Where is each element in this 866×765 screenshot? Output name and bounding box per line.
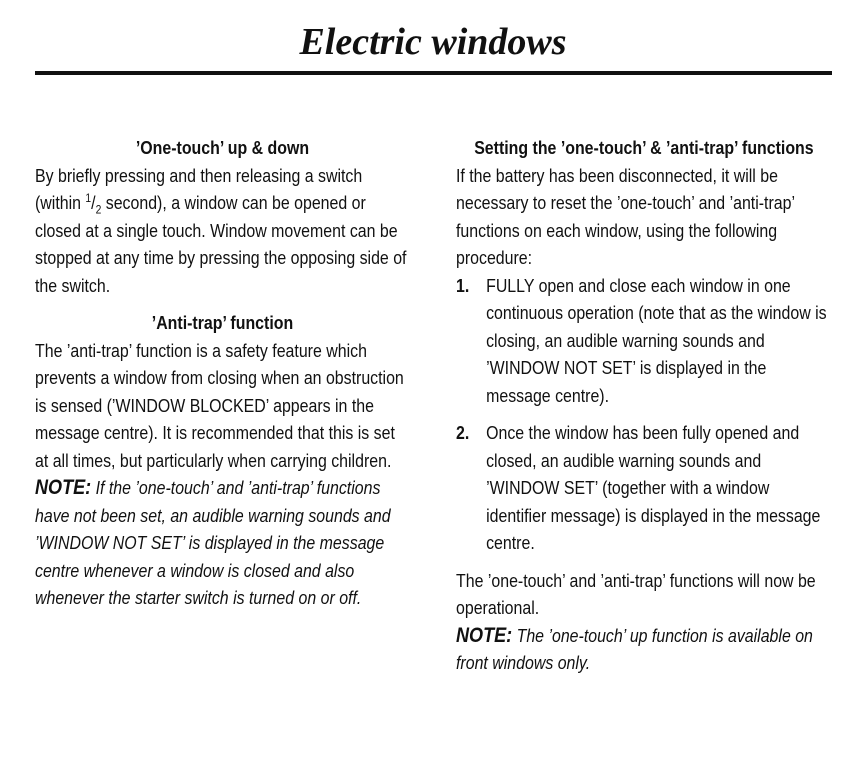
fraction-numerator: 1 <box>85 190 92 205</box>
setting-intro: If the battery has been disconnected, it will be necessary to reset the ’one-touch’ and ’anti-trap’ functions on each window, using the following procedure: <box>456 164 795 268</box>
right-column <box>456 134 832 677</box>
right-note <box>456 622 832 677</box>
left-note-text: If the ’one-touch’ and ’anti-trap’ functions have not been set, an audible warning sounds and ’WINDOW NOT SET’ is displayed in the message centre whenever a window is closed and also whenever the starter switch is turned on or off. <box>35 477 391 608</box>
procedure-step <box>456 272 832 410</box>
setting-functions-heading: Setting the ’one-touch’ & ’anti-trap’ functions <box>474 137 814 158</box>
step-number: 1. <box>456 274 470 296</box>
anti-trap-description: The ’anti-trap’ function is a safety feature which prevents a window from closing when an obstruction is sensed (’WINDOW BLOCKED’ appears in the message centre). It is recommended that this is set at all times, but particularly when carrying children. <box>35 339 404 471</box>
procedure-step <box>456 419 832 557</box>
page-title: Electric windows <box>299 21 567 63</box>
left-note <box>35 474 410 612</box>
step-number: 2. <box>456 422 470 443</box>
left-column <box>35 134 410 612</box>
fraction-denominator: 2 <box>95 202 102 217</box>
right-note-label: NOTE: <box>456 623 513 647</box>
one-touch-text-end: second), a window can be opened or closed at a single touch. Window movement can be stopped at any time by pressing the opposing side of the switch. <box>35 192 407 296</box>
step-text: Once the window has been fully opened and closed, an audible warning sounds and ’WINDOW SET’ (together with a window identifier message) is displayed in the message centre. <box>486 422 821 553</box>
fraction-slash: / <box>91 192 96 213</box>
closing-statement: The ’one-touch’ and ’anti-trap’ functions will now be operational. <box>456 569 816 618</box>
one-touch-heading: ’One-touch’ up & down <box>135 137 310 158</box>
half-fraction <box>85 190 102 217</box>
right-note-text: The ’one-touch’ up function is available on front windows only. <box>456 624 813 673</box>
title-rule <box>35 71 832 75</box>
one-touch-description <box>35 162 410 300</box>
step-text: FULLY open and close each window in one continuous operation (note that as the window is closing, an audible warning sounds and ’WINDOW NOT SET’ is displayed in the message centre). <box>486 274 827 406</box>
anti-trap-heading: ’Anti-trap’ function <box>151 312 294 333</box>
procedure-steps <box>456 272 832 557</box>
left-note-label: NOTE: <box>35 476 92 499</box>
one-touch-text-start: By briefly pressing and then releasing a switch (within <box>35 164 363 213</box>
